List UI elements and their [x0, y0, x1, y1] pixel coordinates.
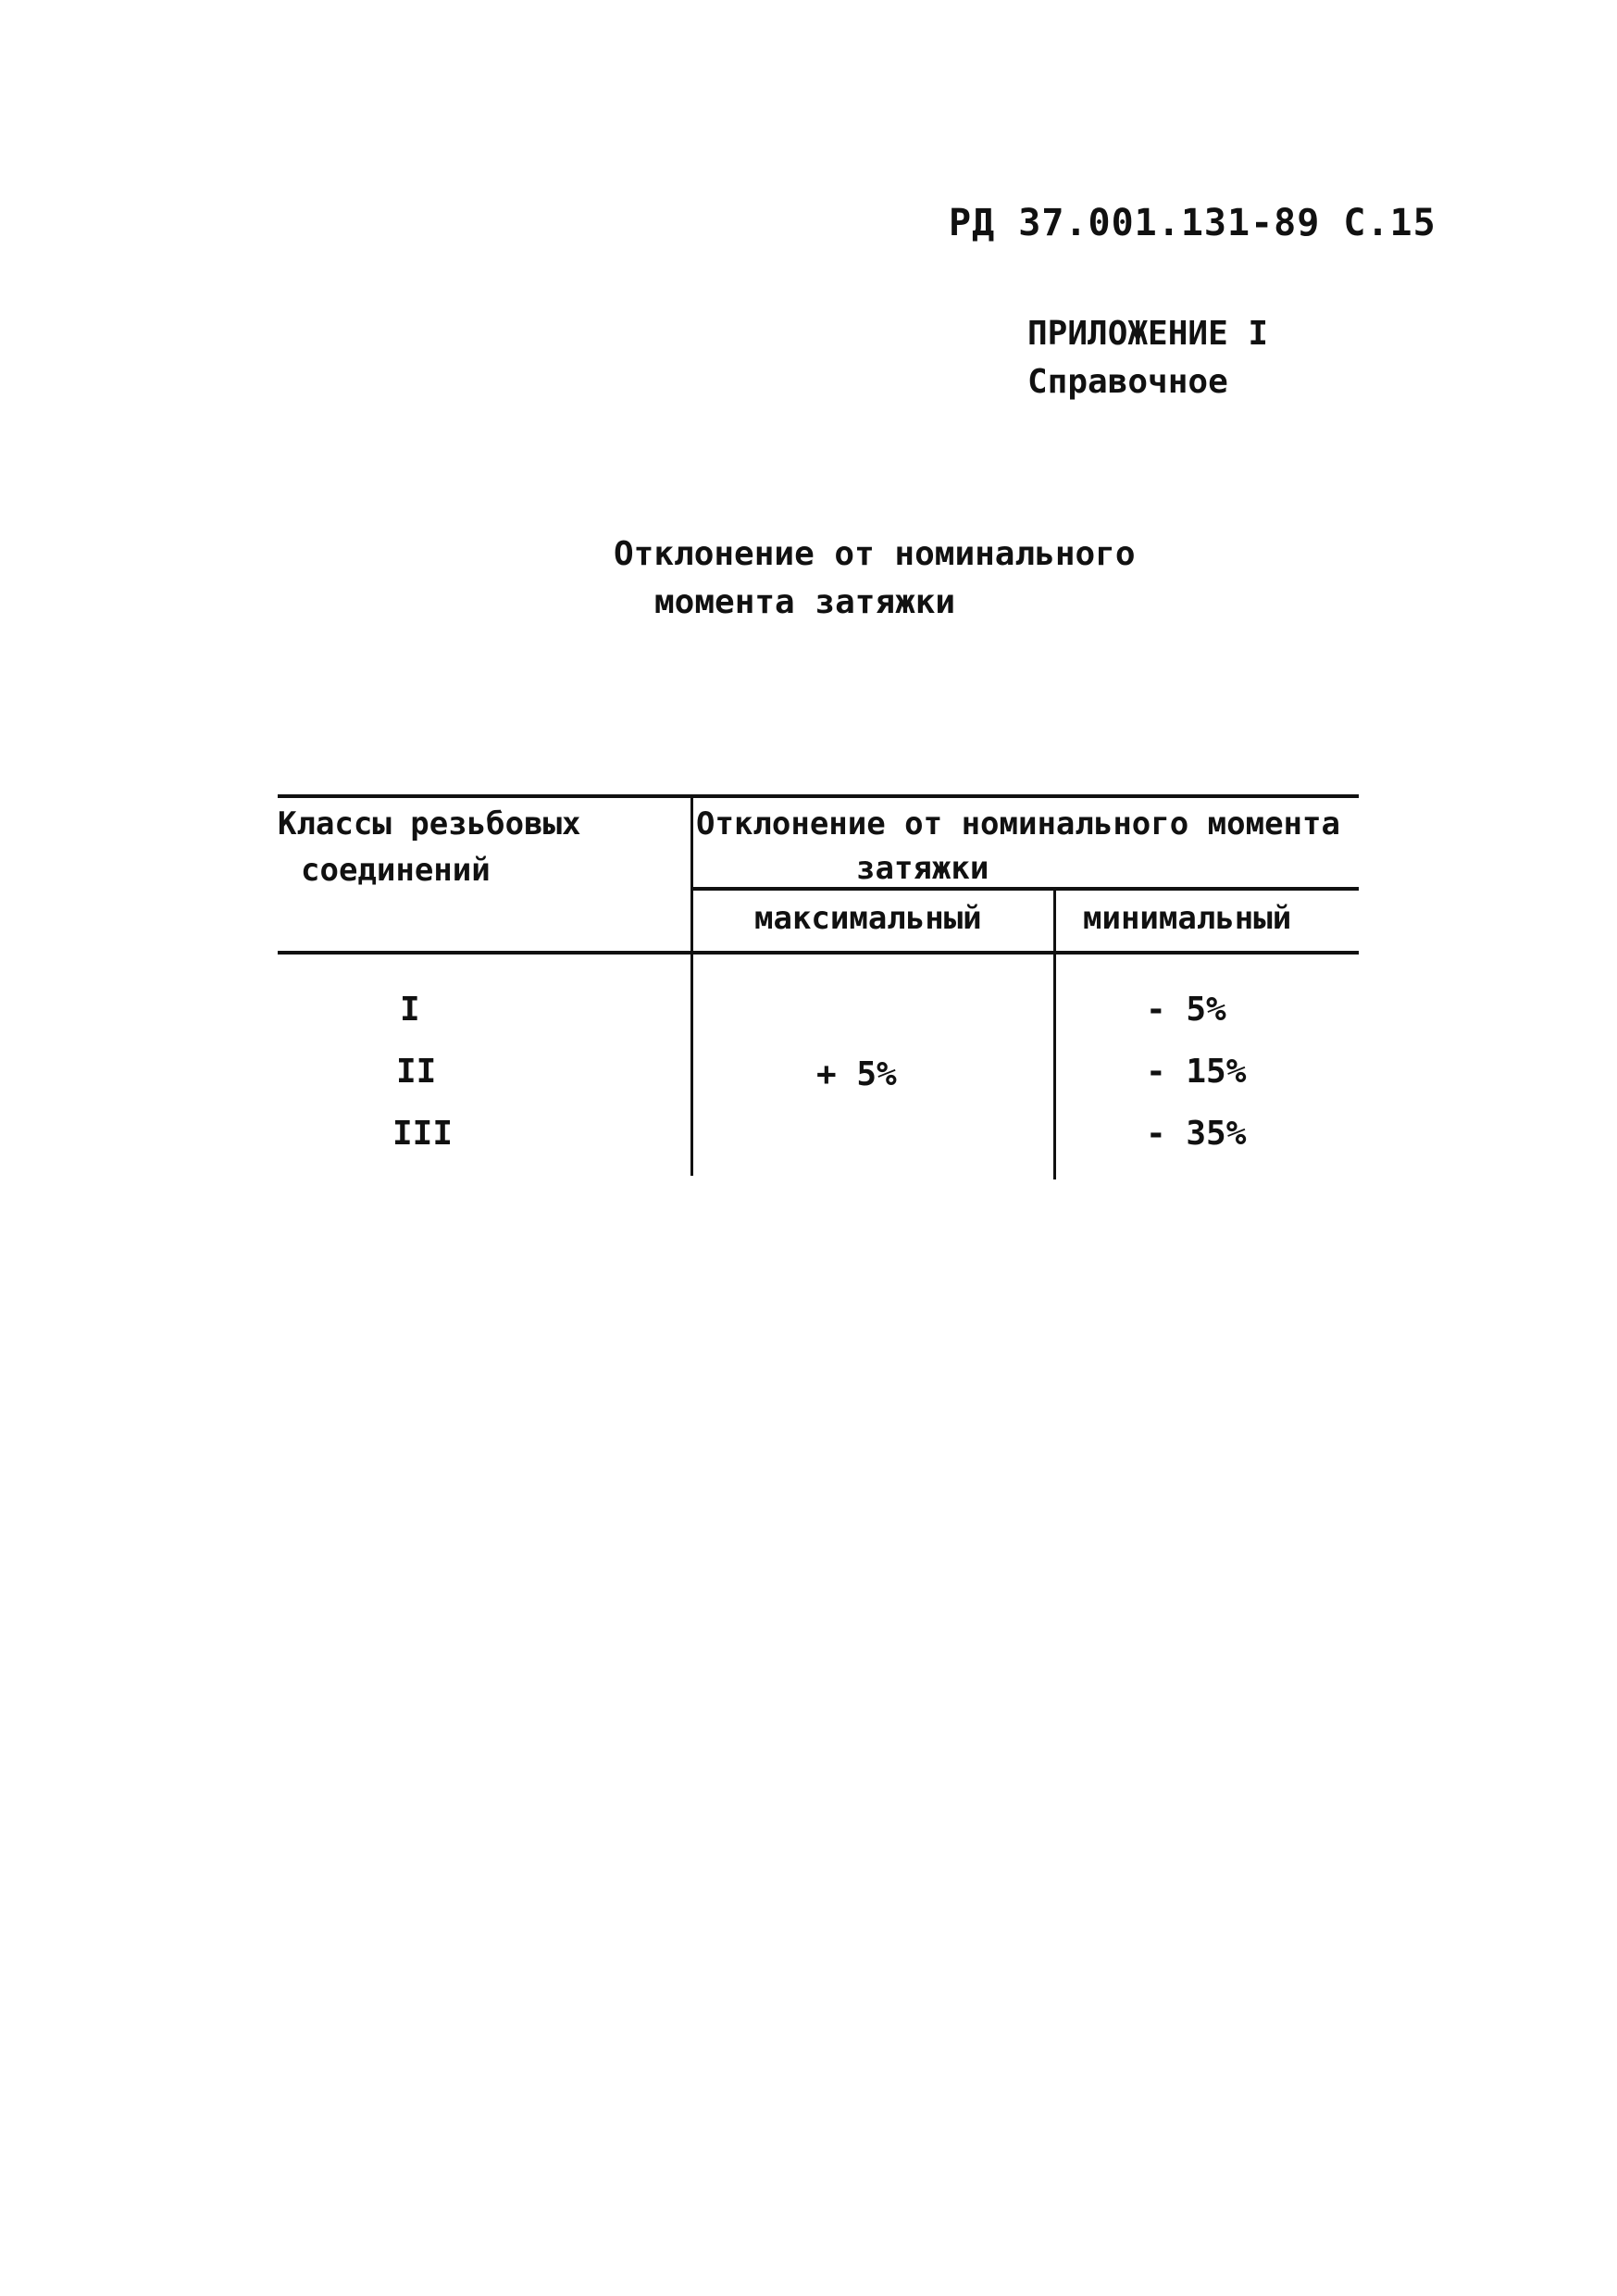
table-title-line1: Отклонение от номинального: [614, 535, 1136, 573]
header-class-line1: Классы резьбовых: [278, 805, 581, 842]
appendix-type: Справочное: [1027, 363, 1228, 401]
column-divider-2: [1053, 889, 1056, 1179]
appendix-label: ПРИЛОЖЕНИЕ I: [1027, 315, 1269, 353]
header-bottom-border: [278, 951, 1359, 955]
class-cell-3: III: [392, 1115, 454, 1153]
table-top-border: [278, 794, 1359, 798]
max-value-cell: + 5%: [816, 1055, 897, 1093]
header-class-line2: соединений: [301, 852, 491, 889]
min-cell-3: - 35%: [1146, 1115, 1247, 1153]
header-subdivider: [692, 887, 1359, 891]
min-cell-2: - 15%: [1146, 1053, 1247, 1091]
class-cell-1: I: [400, 991, 420, 1029]
header-deviation-line1: Отклонение от номинального момента: [696, 805, 1340, 842]
class-cell-2: II: [396, 1053, 437, 1091]
document-code: РД 37.001.131-89 С.15: [949, 202, 1437, 244]
header-min: минимальный: [1083, 900, 1292, 937]
table-title-line2: момента затяжки: [654, 583, 956, 621]
header-max: максимальный: [754, 900, 982, 937]
min-cell-1: - 5%: [1146, 991, 1226, 1029]
header-deviation-line2: затяжки: [856, 850, 989, 887]
column-divider-1: [690, 794, 693, 1176]
